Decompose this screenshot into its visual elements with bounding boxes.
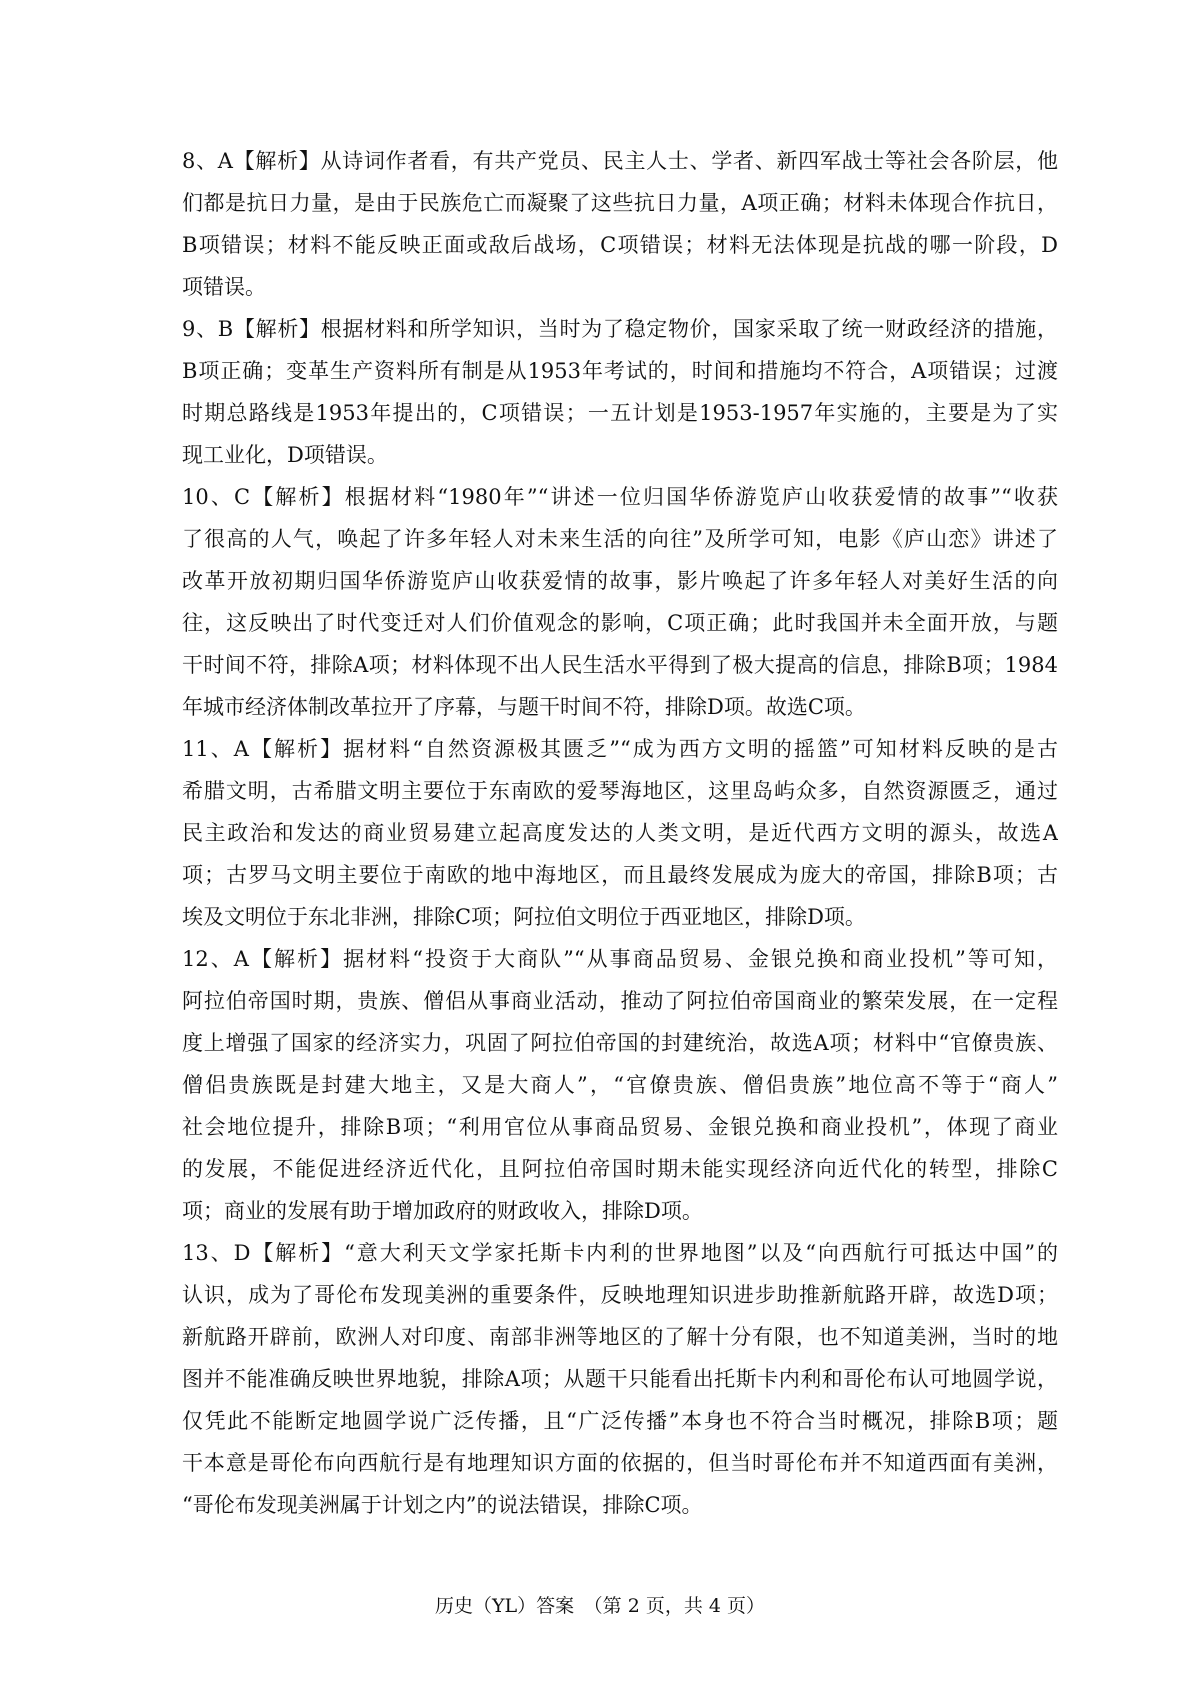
- answer-text-line: B项正确；变革生产资料所有制是从1953年考试的，时间和措施均不符合，A项错误；过渡: [182, 359, 1058, 383]
- answer-text-line: “哥伦布发现美洲属于计划之内”的说法错误，排除C项。: [182, 1493, 703, 1517]
- answer-text-line: 干本意是哥伦布向西航行是有地理知识方面的依据的，但当时哥伦布并不知道西面有美洲，: [182, 1451, 1058, 1475]
- answer-text-line: 们都是抗日力量，是由于民族危亡而凝聚了这些抗日力量，A项正确；材料未体现合作抗日，: [182, 191, 1058, 215]
- page-footer: 历史（YL）答案 （第 2 页，共 4 页）: [435, 1595, 765, 1617]
- answer-text-line: 13、D【解析】“意大利天文学家托斯卡内利的世界地图”以及“向西航行可抵达中国”的: [182, 1241, 1058, 1265]
- answer-text-line: 时期总路线是1953年提出的，C项错误；一五计划是1953-1957年实施的，主要是为了实: [182, 401, 1058, 425]
- answer-text-line: 图并不能准确反映世界地貌，排除A项；从题干只能看出托斯卡内利和哥伦布认可地圆学说，: [182, 1367, 1058, 1391]
- answer-text-line: 了很高的人气，唤起了许多年轻人对未来生活的向往”及所学可知，电影《庐山恋》讲述了: [182, 527, 1058, 551]
- answer-text-line: 干时间不符，排除A项；材料体现不出人民生活水平得到了极大提高的信息，排除B项；1984: [182, 653, 1058, 677]
- answer-text-line: 现工业化，D项错误。: [182, 443, 388, 467]
- answer-text-line: 年城市经济体制改革拉开了序幕，与题干时间不符，排除D项。故选C项。: [182, 695, 866, 719]
- answer-text-line: 项错误。: [182, 275, 266, 299]
- answer-text-line: 项；商业的发展有助于增加政府的财政收入，排除D项。: [182, 1199, 703, 1223]
- answer-list: [0, 140, 1200, 1526]
- answer-text-line: 9、B【解析】根据材料和所学知识，当时为了稳定物价，国家采取了统一财政经济的措施，: [182, 317, 1058, 341]
- answer-text-line: 认识，成为了哥伦布发现美洲的重要条件，反映地理知识进步助推新航路开辟，故选D项；: [182, 1283, 1058, 1307]
- answer-text-line: 11、A【解析】据材料“自然资源极其匮乏”“成为西方文明的摇篮”可知材料反映的是古: [182, 737, 1058, 761]
- answer-text-line: B项错误；材料不能反映正面或敌后战场，C项错误；材料无法体现是抗战的哪一阶段，D: [182, 233, 1058, 257]
- answer-text-line: 新航路开辟前，欧洲人对印度、南部非洲等地区的了解十分有限，也不知道美洲，当时的地: [182, 1325, 1058, 1349]
- answer-text-line: 的发展，不能促进经济近代化，且阿拉伯帝国时期未能实现经济向近代化的转型，排除C: [182, 1157, 1058, 1181]
- answer-text-line: 仅凭此不能断定地圆学说广泛传播，且“广泛传播”本身也不符合当时概况，排除B项；题: [182, 1409, 1058, 1433]
- answer-item: [0, 308, 1200, 476]
- answer-text-line: 8、A【解析】从诗词作者看，有共产党员、民主人士、学者、新四军战士等社会各阶层，他: [182, 149, 1058, 173]
- answer-text-line: 度上增强了国家的经济实力，巩固了阿拉伯帝国的封建统治，故选A项；材料中“官僚贵族、: [182, 1031, 1058, 1055]
- answer-text-line: 僧侣贵族既是封建大地主，又是大商人”，“官僚贵族、僧侣贵族”地位高不等于“商人”: [182, 1073, 1058, 1097]
- answer-text-line: 改革开放初期归国华侨游览庐山收获爱情的故事，影片唤起了许多年轻人对美好生活的向: [182, 569, 1058, 593]
- answer-text-line: 社会地位提升，排除B项；“利用官位从事商品贸易、金银兑换和商业投机”，体现了商业: [182, 1115, 1058, 1139]
- answer-text-line: 往，这反映出了时代变迁对人们价值观念的影响，C项正确；此时我国并未全面开放，与题: [182, 611, 1058, 635]
- answer-item: [0, 938, 1200, 1232]
- answer-text-line: 10、C【解析】根据材料“1980年”“讲述一位归国华侨游览庐山收获爱情的故事”“收获: [182, 485, 1058, 509]
- answer-item: [0, 140, 1200, 308]
- answer-item: [0, 728, 1200, 938]
- answer-text-line: 12、A【解析】据材料“投资于大商队”“从事商品贸易、金银兑换和商业投机”等可知，: [182, 947, 1058, 971]
- answer-item: [0, 1232, 1200, 1526]
- answer-text-line: 埃及文明位于东北非洲，排除C项；阿拉伯文明位于西亚地区，排除D项。: [182, 905, 866, 929]
- answer-text-line: 项；古罗马文明主要位于南欧的地中海地区，而且最终发展成为庞大的帝国，排除B项；古: [182, 863, 1058, 887]
- answer-text-line: 希腊文明，古希腊文明主要位于东南欧的爱琴海地区，这里岛屿众多，自然资源匮乏，通过: [182, 779, 1058, 803]
- answer-text-line: 阿拉伯帝国时期，贵族、僧侣从事商业活动，推动了阿拉伯帝国商业的繁荣发展，在一定程: [182, 989, 1058, 1013]
- answer-text-line: 民主政治和发达的商业贸易建立起高度发达的人类文明，是近代西方文明的源头，故选A: [182, 821, 1058, 845]
- answer-item: [0, 476, 1200, 728]
